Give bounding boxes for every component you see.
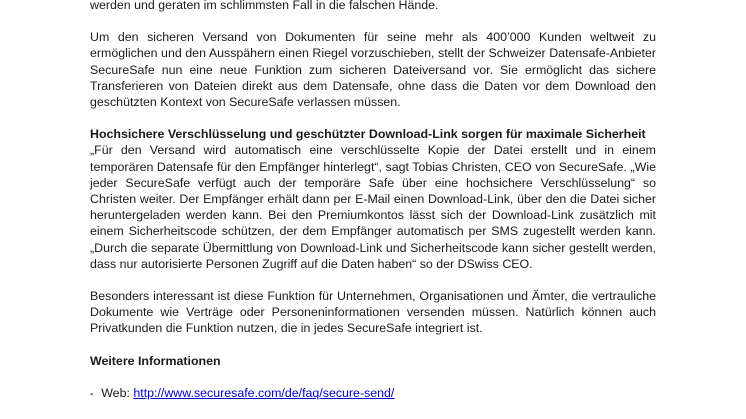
paragraph-quote: „Für den Versand wird automatisch eine verschlüsselte Kopie der Datei erstellt und in einem temporären Datensafe für den Empfänger hinterlegt“, sagt Tobias Christen, CEO von SecureSafe. „Wie jeder SecureSafe verfügt auch der temporäre Safe über eine hochsichere Verschlüsselung“ so Christen weiter. Der Empfänger erhält dann per E-Mail einen Download-Link, über den die Datei sicher heruntergeladen werden kann. Bei den Premiumkontos lässt sich der Download-Link zusätzlich mit einem Sicherheitscode schützen, der dem Empfänger automatisch per SMS zugestellt werden kann. „Durch die separate Übermittlung von Download-Link und Sicherheitscode kann sicher gestellt werden, dass nur autorisierte Personen Zugriff auf die Daten haben“ so der DSwiss CEO. bbox=[90, 143, 656, 271]
paragraph-intro-end: werden und geraten im schlimmsten Fall in die falschen Hände. bbox=[90, 0, 439, 12]
section-heading-more-info: Weitere Informationen bbox=[90, 353, 221, 368]
paragraph-secure-send: Um den sicheren Versand von Dokumenten für seine mehr als 400’000 Kunden weltweit zu ermöglichen und den Ausspähern einen Riegel vorzuschieben, stellt der Schweizer Datensafe-Anbieter SecureSafe nun eine neue Funktion zum sicheren Dateiversand vor. Sie ermöglicht das sichere Transferieren von Dateien direkt aus dem Datensafe, ohne dass die Daten vor dem Download den geschützten Kontext von SecureSafe verlassen müssen. bbox=[90, 30, 656, 110]
paragraph-use-cases: Besonders interessant ist diese Funktion für Unternehmen, Organisationen und Ämter, die vertrauliche Dokumente wie Verträge oder Personeninformationen versenden müssen. Natürlich können auch Privatkunden die Funktion nutzen, die in jedes SecureSafe integriert ist. bbox=[90, 289, 656, 336]
link-list bbox=[90, 385, 656, 402]
link-label: Web: bbox=[101, 385, 130, 400]
section-heading-encryption: Hochsichere Verschlüsselung und geschützter Download-Link sorgen für maximale Sicherheit bbox=[90, 127, 646, 142]
bullet-icon: ▪ bbox=[90, 388, 94, 399]
list-item bbox=[90, 385, 656, 402]
document-page bbox=[90, 0, 656, 402]
web-link[interactable]: http://www.securesafe.com/de/faq/secure-send/ bbox=[133, 385, 395, 400]
